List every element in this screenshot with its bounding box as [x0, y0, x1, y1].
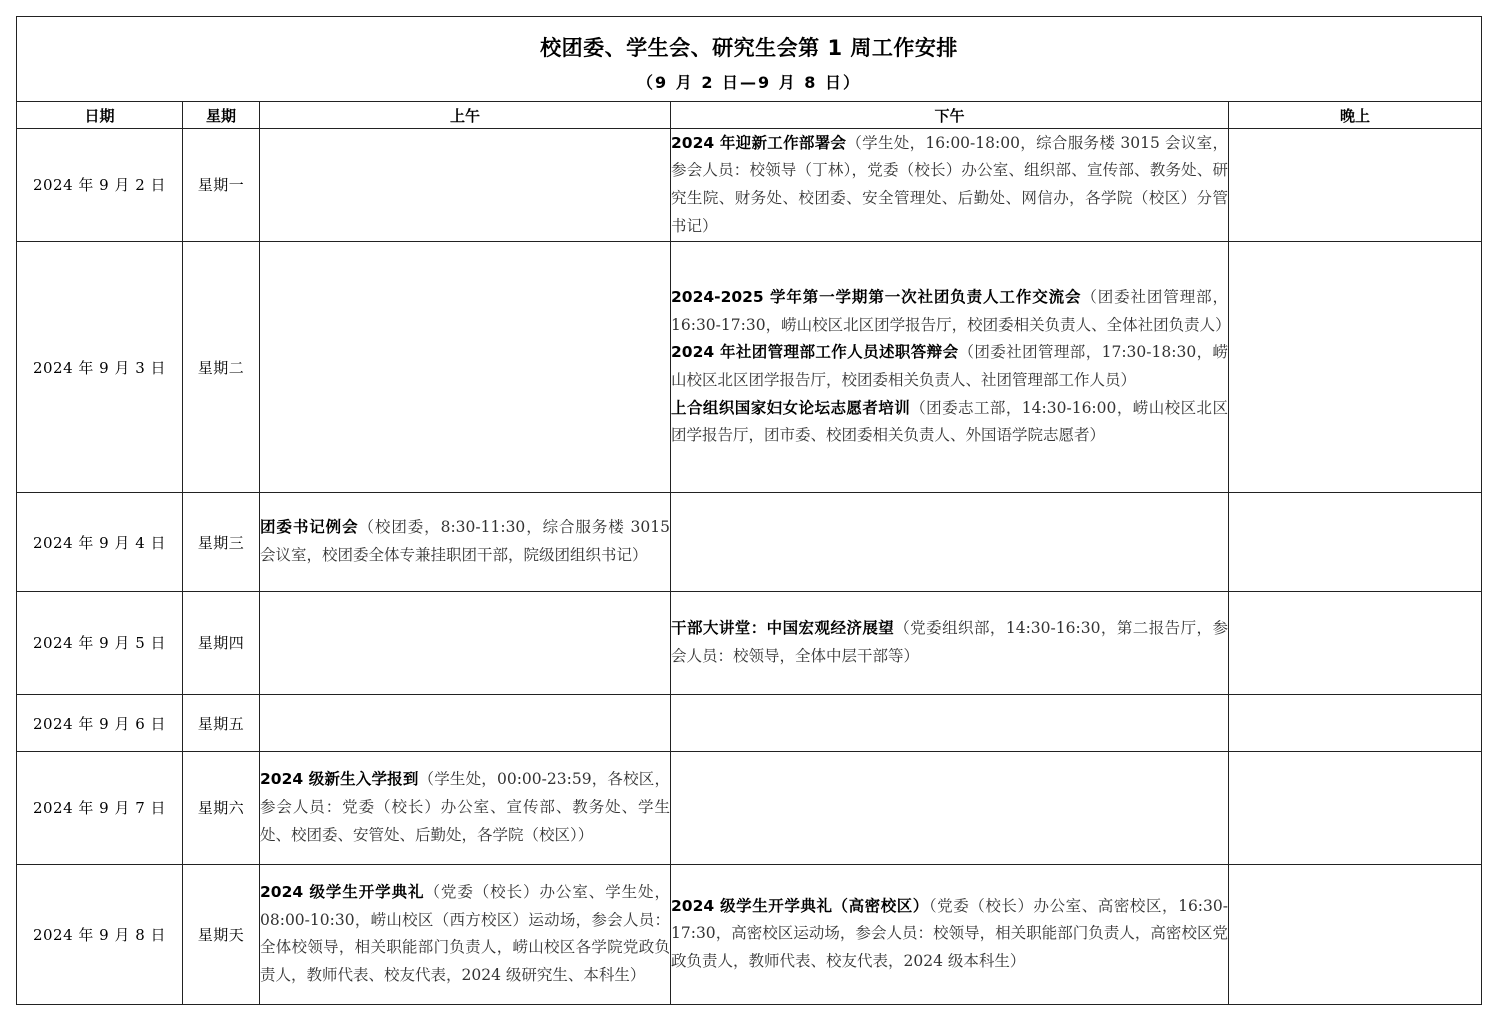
event-name: 2024 年社团管理部工作人员述职答辩会 — [671, 343, 959, 362]
date-cell: 2024 年 9 月 6 日 — [17, 695, 183, 752]
header-row — [17, 102, 1482, 129]
event-entry — [671, 615, 1228, 670]
event-entry — [260, 766, 670, 849]
event-entry — [671, 130, 1228, 241]
evening-cell — [1229, 493, 1482, 591]
column-header-weekday: 星期 — [183, 102, 260, 129]
event-detail: （学生处，16:00-18:00，综合服务楼 3015 会议室，参会人员：校领导（丁林），党委（校长）办公室、组织部、宣传部、教务处、研究生院、财务处、校团委、安全管理处、后勤处、网信办，各学院（校区）分管书记） — [671, 133, 1228, 235]
weekday-cell: 星期三 — [183, 493, 260, 591]
column-header-evening: 晚上 — [1229, 102, 1482, 129]
event-entry — [671, 893, 1228, 976]
table-row — [17, 241, 1482, 493]
event-entry — [671, 284, 1231, 339]
event-name: 上合组织国家妇女论坛志愿者培训 — [671, 398, 911, 417]
table-row — [17, 129, 1482, 241]
evening-cell — [1229, 864, 1482, 1004]
table-row — [17, 752, 1482, 864]
event-name: 2024-2025 学年第一学期第一次社团负责人工作交流会 — [671, 287, 1082, 306]
evening-cell — [1229, 695, 1482, 752]
day-rows — [17, 129, 1482, 1005]
column-header-afternoon: 下午 — [671, 102, 1229, 129]
event-detail: （党委组织部，14:30-16:30，第二报告厅，参会人员：校领导，全体中层干部等） — [671, 619, 1228, 665]
event-detail: （团委志工部，14:30-16:00，崂山校区北区团学报告厅，团市委、校团委相关负责人、外国语学院志愿者） — [671, 398, 1228, 445]
morning-cell — [260, 129, 671, 241]
column-header-morning: 上午 — [260, 102, 671, 129]
afternoon-cell — [671, 864, 1229, 1004]
afternoon-cell — [671, 493, 1229, 591]
date-cell: 2024 年 9 月 3 日 — [17, 241, 183, 493]
event-name: 团委书记例会 — [260, 518, 359, 537]
event-detail: （团委社团管理部，16:30-17:30，崂山校区北区团学报告厅，校团委相关负责人、全体社团负责人） — [671, 287, 1231, 334]
event-entry — [671, 395, 1228, 450]
evening-cell — [1229, 591, 1482, 694]
page-subtitle: （9 月 2 日—9 月 8 日） — [637, 73, 862, 93]
afternoon-cell — [671, 752, 1229, 864]
date-cell: 2024 年 9 月 4 日 — [17, 493, 183, 591]
afternoon-cell — [671, 241, 1229, 493]
event-entry — [260, 514, 670, 569]
event-detail: （党委（校长）办公室、高密校区，16:30-17:30，高密校区运动场，参会人员：校领导，相关职能部门负责人，高密校区党政负责人，教师代表、校友代表，2024 级本科生） — [671, 896, 1228, 971]
morning-cell — [260, 493, 671, 591]
afternoon-cell — [671, 591, 1229, 694]
morning-cell — [260, 241, 671, 493]
morning-cell — [260, 752, 671, 864]
date-cell: 2024 年 9 月 7 日 — [17, 752, 183, 864]
table-row — [17, 864, 1482, 1004]
date-cell: 2024 年 9 月 2 日 — [17, 129, 183, 241]
schedule-table — [16, 16, 1482, 1005]
event-name: 2024 级新生入学报到 — [260, 770, 419, 789]
schedule-sheet — [16, 16, 1481, 1005]
event-name: 2024 级学生开学典礼 — [260, 882, 425, 901]
event-detail: （学生处，00:00-23:59，各校区，参会人员：党委（校长）办公室、宣传部、教务处、学生处、校团委、安管处、后勤处，各学院（校区）） — [260, 770, 670, 844]
event-entry — [260, 879, 670, 990]
morning-cell — [260, 695, 671, 752]
date-cell: 2024 年 9 月 8 日 — [17, 864, 183, 1004]
weekday-cell: 星期五 — [183, 695, 260, 752]
date-cell: 2024 年 9 月 5 日 — [17, 591, 183, 694]
event-detail: （党委（校长）办公室、学生处，08:00-10:30，崂山校区（西方校区）运动场，参会人员：全体校领导，相关职能部门负责人，崂山校区各学院党政负责人，教师代表、校友代表，2024 级研究生、本科生） — [260, 882, 670, 984]
page-title: 校团委、学生会、研究生会第 1 周工作安排 — [540, 36, 958, 61]
title-row — [17, 17, 1482, 102]
afternoon-cell — [671, 695, 1229, 752]
morning-cell — [260, 591, 671, 694]
morning-cell — [260, 864, 671, 1004]
evening-cell — [1229, 752, 1482, 864]
afternoon-cell — [671, 129, 1229, 241]
table-row — [17, 695, 1482, 752]
title-cell — [17, 17, 1482, 102]
weekday-cell: 星期四 — [183, 591, 260, 694]
table-row — [17, 591, 1482, 694]
column-header-date: 日期 — [17, 102, 183, 129]
event-detail: （校团委，8:30-11:30，综合服务楼 3015 会议室，校团委全体专兼挂职团干部，院级团组织书记） — [260, 518, 670, 565]
event-entry — [671, 339, 1228, 394]
event-name: 2024 年迎新工作部署会 — [671, 133, 847, 152]
event-name: 2024 级学生开学典礼（高密校区） — [671, 896, 929, 915]
event-detail: （团委社团管理部，17:30-18:30，崂山校区北区团学报告厅，校团委相关负责人、社团管理部工作人员） — [671, 343, 1228, 390]
evening-cell — [1229, 241, 1482, 493]
weekday-cell: 星期一 — [183, 129, 260, 241]
weekday-cell: 星期天 — [183, 864, 260, 1004]
event-name: 干部大讲堂：中国宏观经济展望 — [671, 619, 895, 638]
weekday-cell: 星期六 — [183, 752, 260, 864]
evening-cell — [1229, 129, 1482, 241]
table-row — [17, 493, 1482, 591]
weekday-cell: 星期二 — [183, 241, 260, 493]
